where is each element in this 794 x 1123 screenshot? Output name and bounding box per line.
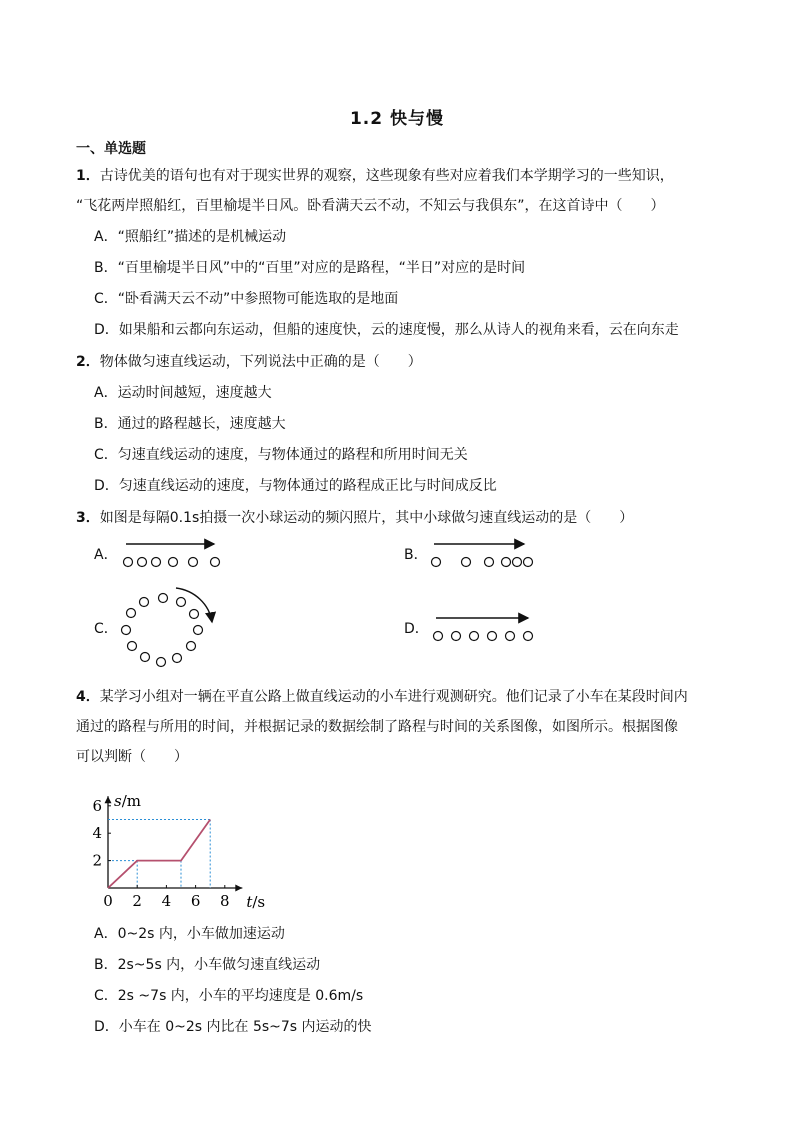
q4-option-d[interactable]: D．小车在 0~2s 内比在 5s~7s 内运动的快 (94, 1019, 372, 1035)
ball (462, 558, 471, 567)
ball (169, 558, 178, 567)
q1-option-a[interactable]: A．“照船红”描述的是机械运动 (94, 229, 287, 245)
x-tick-label: 4 (161, 892, 172, 910)
ball (211, 558, 220, 567)
ball (140, 598, 149, 607)
q3-option-d-figure[interactable] (430, 612, 542, 646)
q3-option-c-figure[interactable] (114, 580, 224, 672)
q4-stem-line1 (76, 687, 688, 707)
q4-stem-line3: 可以判断（ ） (76, 749, 188, 765)
q3-number: 3． (76, 510, 100, 526)
ball (194, 626, 203, 635)
curved-arrow-icon (176, 588, 212, 622)
q1-number: 1． (76, 168, 100, 184)
q3-option-d-label[interactable]: D． (404, 621, 429, 637)
ball (124, 558, 133, 567)
ball (177, 598, 186, 607)
q2-option-b[interactable]: B．通过的路程越长，速度越大 (94, 416, 286, 432)
q4-number: 4． (76, 689, 100, 705)
ball (502, 558, 511, 567)
q1-option-c[interactable]: C．“卧看满天云不动”中参照物可能选取的是地面 (94, 291, 399, 307)
q1-stem-line2: “飞花两岸照船红，百里榆堤半日风。卧看满天云不动，不知云与我俱东”，在这首诗中（ ） (76, 198, 665, 214)
y-tick-label: 2 (92, 851, 102, 870)
y-tick-label: 6 (92, 796, 102, 815)
q1-option-b[interactable]: B．“百里榆堤半日风”中的“百里”对应的是路程，“半日”对应的是时间 (94, 260, 526, 276)
ball (432, 558, 441, 567)
x-tick-label: 8 (220, 892, 230, 910)
y-axis-arrow-icon (105, 796, 112, 803)
x-axis-label: t/s (246, 893, 266, 911)
section-heading: 一、单选题 (76, 141, 146, 157)
ball (434, 632, 443, 641)
q3-stem-line1 (76, 508, 633, 528)
x-tick-label: 0 (103, 892, 113, 910)
x-tick-label: 2 (132, 892, 142, 910)
ball (127, 609, 136, 618)
ball (157, 658, 166, 667)
ball (513, 558, 522, 567)
q4-stem-text: 某学习小组对一辆在平直公路上做直线运动的小车进行观测研究。他们记录了小车在某段时间内 (99, 689, 688, 705)
ball (159, 594, 168, 603)
ball (189, 558, 198, 567)
ball (152, 558, 161, 567)
q1-stem-text: 古诗优美的语句也有对于现实世界的观察，这些现象有些对应着我们本学期学习的一些知识， (99, 168, 674, 184)
q2-stem-text: 物体做匀速直线运动，下列说法中正确的是（ ） (99, 354, 422, 370)
q2-option-a[interactable]: A．运动时间越短，速度越大 (94, 385, 272, 401)
ball (173, 654, 182, 663)
ball (524, 558, 533, 567)
ball (506, 632, 515, 641)
y-tick-label: 4 (92, 824, 102, 843)
q3-option-b-label[interactable]: B． (404, 547, 428, 563)
q2-option-c[interactable]: C．匀速直线运动的速度，与物体通过的路程和所用时间无关 (94, 447, 468, 463)
ball (187, 642, 196, 651)
ball (470, 632, 479, 641)
q2-stem-line1 (76, 352, 422, 372)
x-axis-arrow-icon (235, 885, 242, 892)
ball (138, 558, 147, 567)
q4-option-c[interactable]: C．2s ~7s 内，小车的平均速度是 0.6m/s (94, 988, 364, 1004)
q1-stem-line1 (76, 166, 674, 186)
q4-option-b[interactable]: B．2s~5s 内，小车做匀速直线运动 (94, 957, 321, 973)
q4-option-a[interactable]: A．0~2s 内，小车做加速运动 (94, 926, 285, 942)
y-axis-label: s/m (114, 792, 141, 811)
q3-stem-text: 如图是每隔0.1s拍摄一次小球运动的频闪照片，其中小球做匀速直线运动的是（ ） (99, 510, 634, 526)
q3-option-c-label[interactable]: C． (94, 621, 118, 637)
page-title: 1.2 快与慢 (349, 109, 445, 129)
q2-option-d[interactable]: D．匀速直线运动的速度，与物体通过的路程成正比与时间成反比 (94, 478, 497, 494)
x-tick-label: 6 (190, 892, 201, 910)
ball (488, 632, 497, 641)
distance-time-line (108, 820, 210, 889)
q3-option-b-figure[interactable] (428, 538, 538, 572)
q4-stem-line2: 通过的路程与所用的时间，并根据记录的数据绘制了路程与时间的关系图像，如图所示。根据图像 (76, 719, 678, 735)
ball (141, 653, 150, 662)
q2-number: 2． (76, 354, 100, 370)
ball (190, 610, 199, 619)
q3-option-a-label[interactable]: A． (94, 547, 118, 563)
ball (485, 558, 494, 567)
q3-option-a-figure[interactable] (118, 538, 228, 572)
ball (122, 626, 131, 635)
q1-option-d[interactable]: D．如果船和云都向东运动，但船的速度快，云的速度慢，那么从诗人的视角来看，云在向东走 (94, 322, 679, 338)
ball (452, 632, 461, 641)
ball (524, 632, 533, 641)
s-t-graph (86, 776, 276, 916)
ball (128, 642, 137, 651)
